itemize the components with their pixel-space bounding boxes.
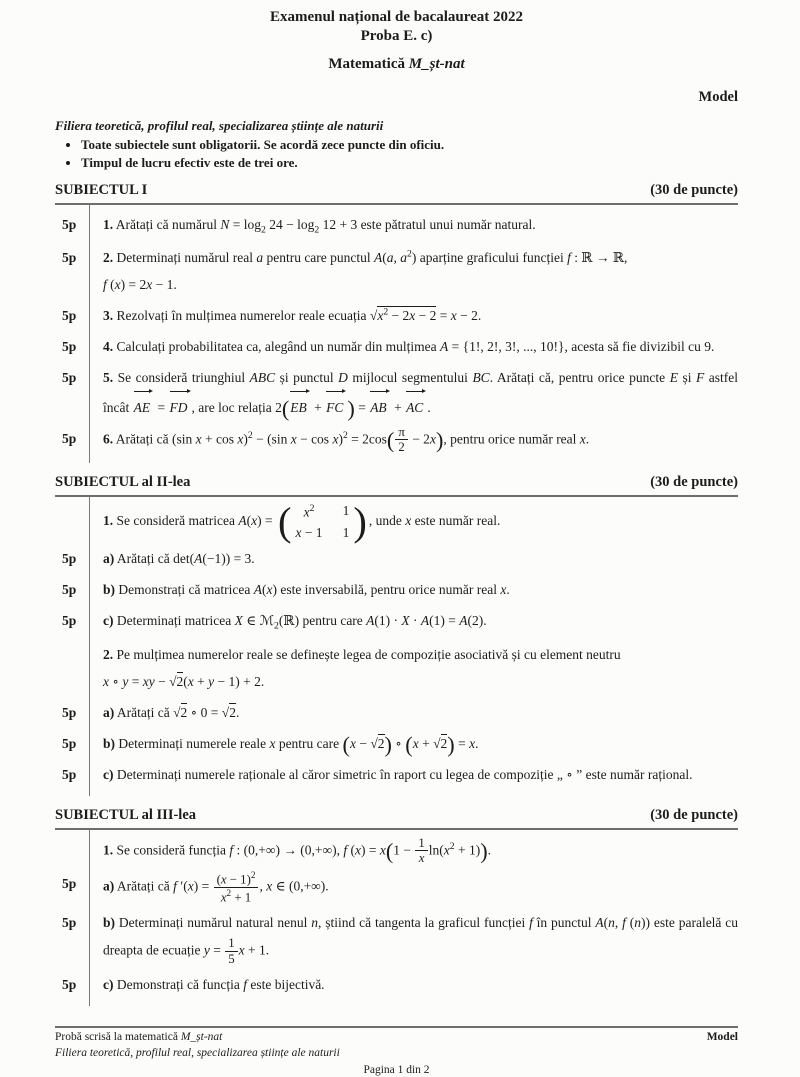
- points-badge: 5p: [62, 249, 77, 265]
- exercise-text: 4. Calculați probabilitatea ca, alegând un număr din mulțimea A = {1!, 2!, 3!, ..., 10!}, acesta să fie divizibil cu 9.: [103, 338, 715, 354]
- points-badge: 5p: [62, 766, 77, 782]
- item-I-2: [55, 244, 738, 298]
- section-subiectul-1: [55, 182, 738, 464]
- exam-subject: Matematică M_șt-nat: [328, 55, 465, 72]
- item-III-1a: [55, 870, 738, 905]
- exercise-text: c) Determinați numerele raționale al căror simetric în raport cu legea de compoziție „ ∘ ” este număr rațional.: [103, 766, 693, 782]
- item-I-3: [55, 302, 738, 329]
- exercise-text: 1. Arătați că numărul $N = \log_2 24 - \log_2 12 + 3$ este pătratul unui număr natural.: [103, 216, 536, 236]
- exam-rules: [67, 137, 738, 171]
- section-3-points: (30 de puncte): [650, 806, 738, 823]
- points-badge: 5p: [62, 704, 77, 720]
- section-1-header: [55, 182, 738, 199]
- exam-title: Examenul național de bacalaureat 2022: [269, 9, 524, 25]
- section-3-body: [55, 828, 738, 1006]
- section-subiectul-2: [55, 474, 738, 795]
- points-badge: 5p: [62, 307, 77, 323]
- exercise-text: 1. Se consideră matricea A(x) = ( $x^2$ 1 x − 1 1 ) , unde x este număr real.: [103, 499, 501, 545]
- exercise-text: 3. Rezolvați în mulțimea numerelor reale ecuația $√x^2 - 2x - 2 = x - 2$.: [103, 306, 482, 323]
- exercise-text: a) Arătați că √2 ∘ 0 = √2.: [103, 704, 240, 720]
- item-II-1b: [55, 576, 738, 603]
- section-3-title: SUBIECTUL al III-lea: [55, 806, 197, 823]
- filiera-line: Filiera teoretică, profilul real, specializarea științe ale naturii: [55, 117, 384, 133]
- section-1-title: SUBIECTUL I: [55, 181, 148, 198]
- exercise-text: c) Demonstrați că funcția f este bijectivă.: [103, 976, 325, 992]
- points-badge: 5p: [62, 551, 77, 567]
- item-I-4: [55, 333, 738, 360]
- item-I-6: [55, 425, 738, 456]
- section-2-body: [55, 495, 738, 795]
- item-III-1: [55, 836, 738, 867]
- section-3-header: [55, 807, 738, 824]
- points-badge: 5p: [62, 613, 77, 629]
- exercise-text: a) Arătați că det(A(−1)) = 3.: [103, 551, 255, 567]
- exercise-text: 5. Se consideră triunghiul ABC și punctul D mijlocul segmentului BC. Arătați că, pentru orice puncte E și F astfel încât AE = FD , are loc relația 2(EB + FC ) = AB + AC .: [103, 369, 738, 421]
- section-2-points: (30 de puncte): [650, 474, 738, 491]
- footer-proba: Probă scrisă la matematică M_șt-nat: [55, 1031, 223, 1043]
- item-II-2c: [55, 761, 738, 788]
- footer-filiera: Filiera teoretică, profilul real, specializarea științe ale naturii: [55, 1046, 340, 1059]
- section-subiectul-3: [55, 807, 738, 1006]
- item-III-1b: [55, 909, 738, 967]
- exercise-text: 2. Determinați numărul real a pentru care punctul A(a, $a^2$) aparține graficului funcției f : ℝ → ℝ, f (x) = 2x − 1.: [103, 248, 628, 292]
- exercise-text: 1. Se consideră funcția f : (0,+∞) → (0,+∞), f (x) = x(1 − $\frac{1}{x}$ $\ln(x^2 + 1)$).: [103, 835, 492, 866]
- footer-row: [55, 1031, 738, 1045]
- exam-proba: Proba E. c): [360, 27, 433, 44]
- model-label: Model: [698, 88, 738, 105]
- item-II-2b: [55, 730, 738, 757]
- exercise-text: b) Determinați numărul natural nenul n, știind că tangenta la graficul funcției f în punctul A(n, f (n)) este paralelă cu dreapta de ecuație y = $\frac{1}{5}$ x + 1.: [103, 915, 739, 966]
- item-II-1: [55, 499, 738, 545]
- exercise-text: a) Arătați că f ′(x) = $\frac{(x - 1)^2}{x^2 + 1}$ , x ∈ (0,+∞).: [103, 870, 329, 905]
- page-footer: [55, 1026, 738, 1077]
- section-2-title: SUBIECTUL al II-lea: [55, 474, 191, 491]
- points-badge: 5p: [62, 338, 77, 354]
- exercise-text: b) Determinați numerele reale x pentru care (x − √2) ∘ (x + √2) = x.: [103, 731, 479, 757]
- points-badge: 5p: [62, 876, 77, 891]
- points-badge: 5p: [62, 369, 77, 385]
- item-II-2: [55, 641, 738, 695]
- exercise-text: c) Determinați matricea X ∈ ℳ$_2$(ℝ) pentru care A(1) · X · A(1) = A(2).: [103, 613, 487, 633]
- points-badge: 5p: [62, 735, 77, 751]
- footer-divider: [55, 1026, 738, 1028]
- item-II-2a: [55, 699, 738, 726]
- footer-page-number: Pagina 1 din 2: [363, 1063, 430, 1076]
- item-I-5: [55, 364, 738, 421]
- footer-model-label: Model: [706, 1031, 738, 1043]
- section-1-points: (30 de puncte): [650, 181, 738, 198]
- item-II-1a: [55, 545, 738, 572]
- exercise-text: 2. Pe mulțimea numerelor reale se definește legea de compoziție asociativă și cu element neutru x ∘ y = xy − √2(x + y − 1) + 2.: [103, 646, 621, 689]
- rule-obligatorii: • Toate subiectele sunt obligatorii. Se acordă zece puncte din oficiu.: [81, 137, 738, 153]
- item-I-1: [55, 211, 738, 240]
- item-II-1c: [55, 607, 738, 636]
- points-badge: 5p: [62, 976, 77, 992]
- section-2-header: [55, 474, 738, 491]
- exercise-text: 6. Arătați că (sin x + cos x)$^2$ − (sin x − cos x)$^2$ = 2cos( $\frac{\pi}{2}$ − 2x), pentru orice număr real x.: [103, 424, 590, 455]
- item-III-1c: [55, 971, 738, 998]
- points-badge: 5p: [62, 216, 77, 232]
- points-badge: 5p: [62, 915, 77, 931]
- points-badge: 5p: [62, 582, 77, 598]
- rule-timp: • Timpul de lucru efectiv este de trei ore.: [81, 155, 738, 171]
- points-badge: 5p: [62, 430, 77, 446]
- section-1-body: [55, 203, 738, 464]
- exercise-text: b) Demonstrați că matricea A(x) este inversabilă, pentru orice număr real x.: [103, 582, 510, 598]
